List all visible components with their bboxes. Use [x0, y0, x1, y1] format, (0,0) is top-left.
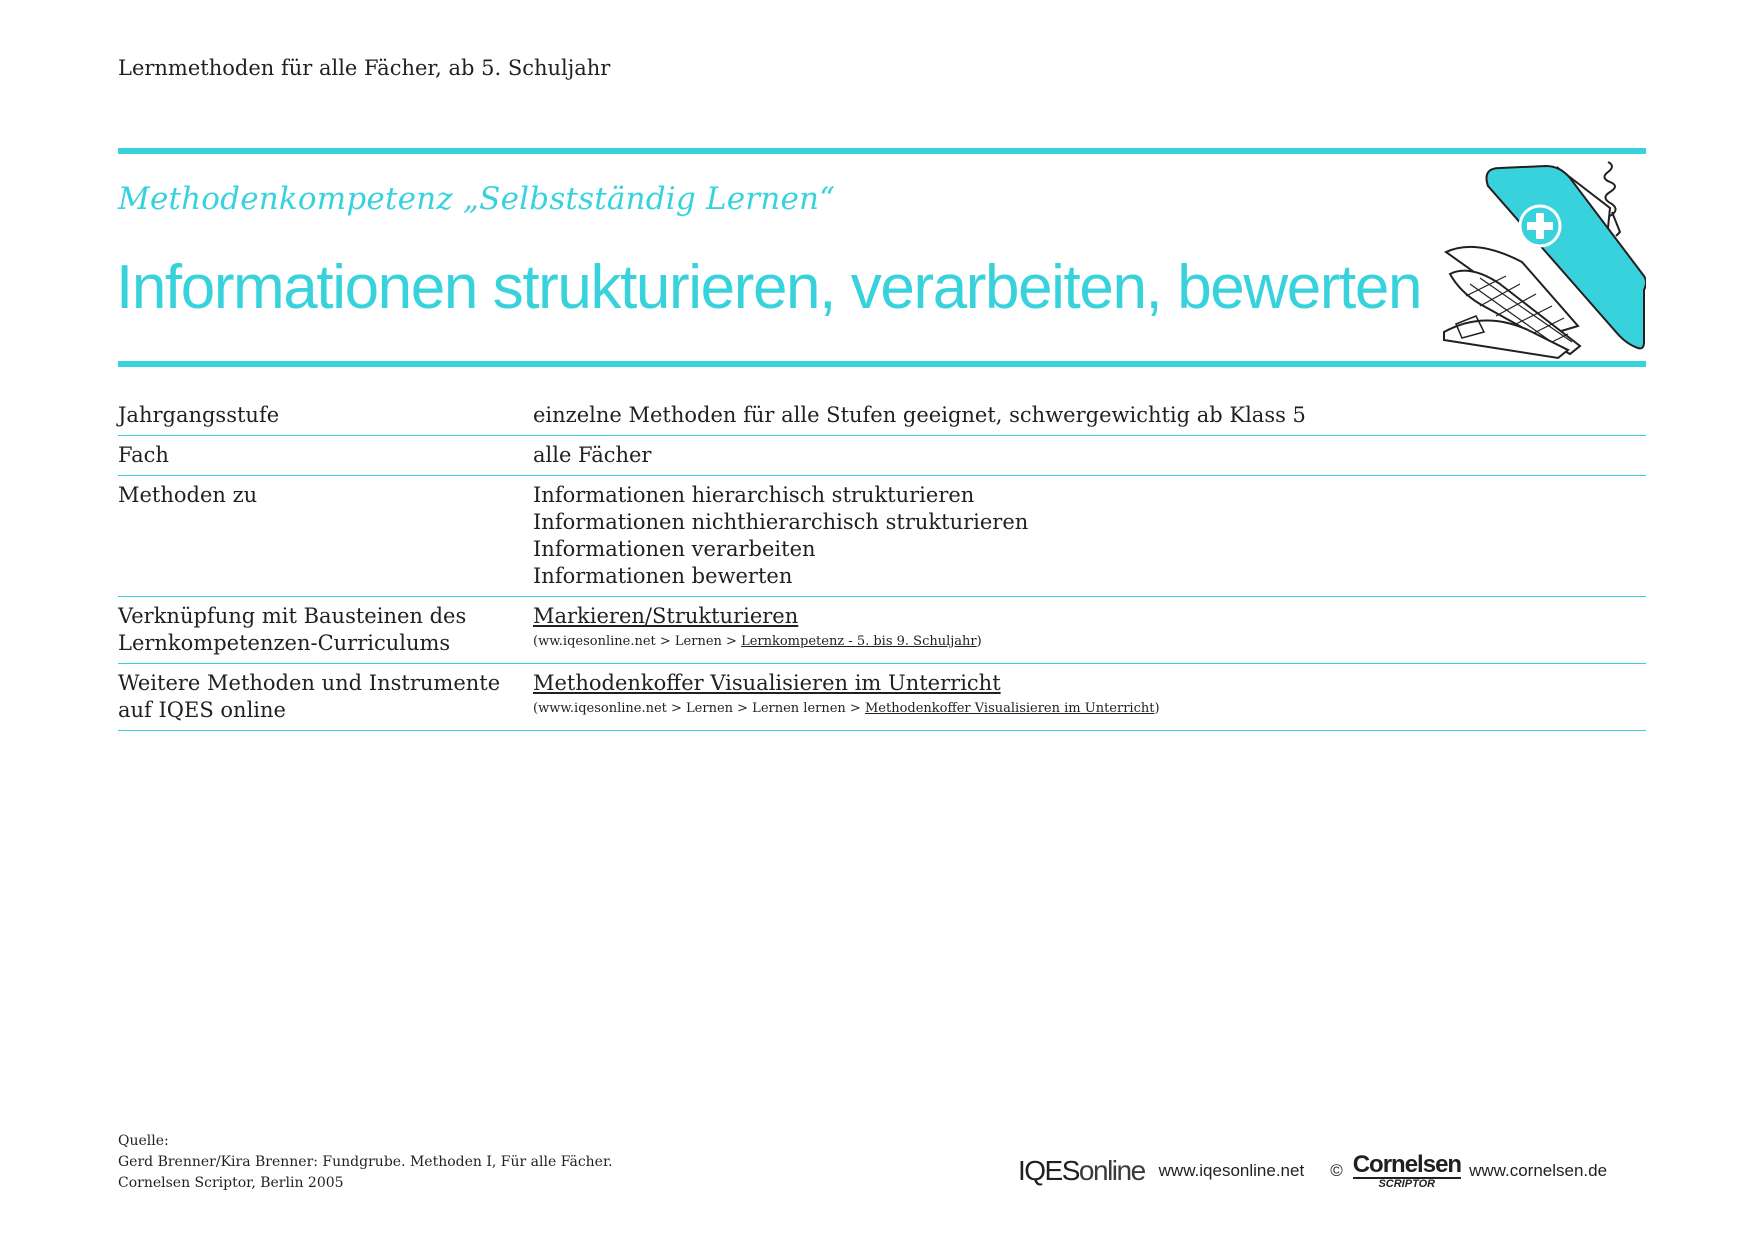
row-label-line: auf IQES online: [118, 698, 286, 722]
row-label: Fach: [118, 443, 169, 467]
swiss-army-knife-icon: [1440, 156, 1646, 366]
table-row: [118, 476, 1646, 597]
row-label: Methoden zu: [118, 483, 258, 507]
page-title: Informationen strukturieren, verarbeiten, bewerten: [116, 253, 1422, 322]
methodenkoffer-path-link[interactable]: Methodenkoffer Visualisieren im Unterricht: [864, 701, 1155, 716]
row-label-line: Weitere Methoden und Instrumente: [118, 671, 501, 695]
markieren-link[interactable]: Markieren/Strukturieren: [533, 604, 799, 628]
title-bottom-rule: [118, 361, 1646, 367]
cornelsen-url[interactable]: www.cornelsen.de: [1469, 1161, 1608, 1180]
table-row: [118, 597, 1646, 664]
list-item: Informationen nichthierarchisch strukturieren: [533, 510, 1029, 534]
source-line: Gerd Brenner/Kira Brenner: Fundgrube. Methoden I, Für alle Fächer.: [118, 1154, 613, 1170]
path-text: [533, 630, 1646, 654]
source-note: [118, 1131, 613, 1194]
row-value: alle Fächer: [533, 443, 652, 467]
series-line: Lernmethoden für alle Fächer, ab 5. Schuljahr: [118, 56, 611, 80]
path-suffix: ): [1154, 701, 1160, 716]
iqes-logo-text: IQES: [1018, 1155, 1079, 1186]
methods-list: [533, 476, 1646, 597]
path-suffix: ): [976, 634, 982, 649]
row-label: Jahrgangsstufe: [118, 403, 280, 427]
info-table: [118, 396, 1646, 731]
lernkompetenz-link[interactable]: Lernkompetenz - 5. bis 9. Schuljahr: [741, 634, 977, 649]
iqes-url[interactable]: www.iqesonline.net: [1158, 1161, 1305, 1180]
path-text: [533, 697, 1646, 721]
table-row: [118, 664, 1646, 731]
subtitle: Methodenkompetenz „Selbstständig Lernen“: [118, 181, 836, 217]
source-line: Quelle:: [118, 1133, 169, 1149]
row-label: [118, 664, 533, 731]
top-rule: [118, 148, 1646, 154]
path-prefix: (ww.iqesonline.net > Lernen >: [533, 634, 742, 649]
iqes-logo[interactable]: [1018, 1155, 1145, 1187]
list-item: Informationen bewerten: [533, 564, 793, 588]
row-value: [533, 664, 1646, 731]
iqes-logo-suffix: online: [1078, 1155, 1145, 1186]
row-value: [533, 597, 1646, 664]
row-label-line: Lernkompetenzen-Curriculums: [118, 631, 451, 655]
list-item: Informationen verarbeiten: [533, 537, 816, 561]
table-row: [118, 436, 1646, 476]
cornelsen-logo[interactable]: [1352, 1150, 1462, 1190]
footer: [1018, 1150, 1608, 1190]
list-item: Informationen hierarchisch strukturieren: [533, 483, 975, 507]
row-value: einzelne Methoden für alle Stufen geeignet, schwergewichtig ab Klass 5: [533, 403, 1306, 427]
cornelsen-logo-sub: SCRIPTOR: [1378, 1177, 1436, 1190]
methodenkoffer-link[interactable]: Methodenkoffer Visualisieren im Unterricht: [533, 671, 1001, 695]
source-line: Cornelsen Scriptor, Berlin 2005: [118, 1175, 344, 1191]
row-label-line: Verknüpfung mit Bausteinen des: [118, 604, 467, 628]
row-label: [118, 597, 533, 664]
path-prefix: (www.iqesonline.net > Lernen > Lernen lernen >: [533, 701, 865, 716]
copyright-symbol: ©: [1330, 1161, 1343, 1180]
cornelsen-logo-text: Cornelsen: [1352, 1150, 1462, 1178]
table-row: [118, 396, 1646, 436]
